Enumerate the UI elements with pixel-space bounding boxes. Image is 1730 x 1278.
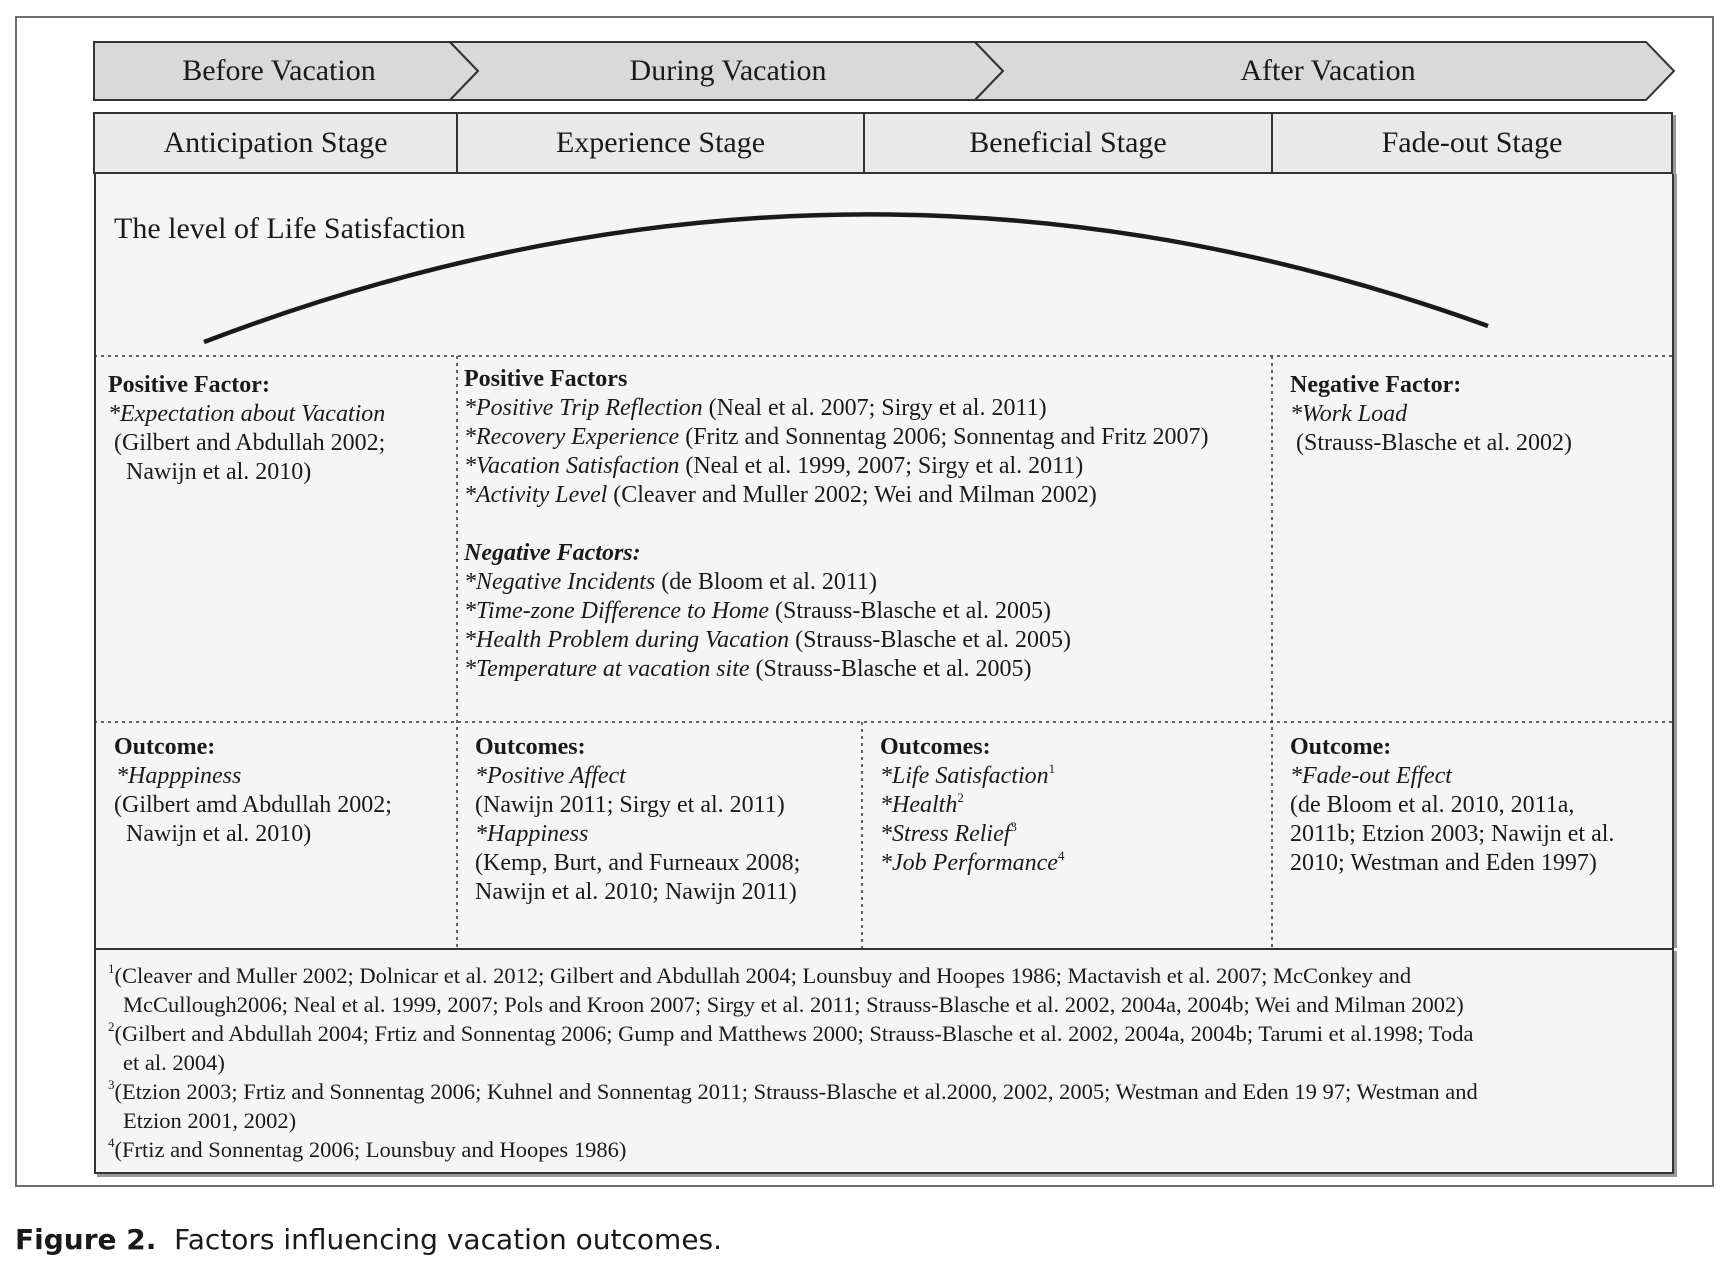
anticipation-factor-ref-2: Nawijn et al. 2010) — [126, 459, 312, 485]
beneficial-outcome-item: *Health$^2$ — [880, 790, 964, 818]
anticipation-factors — [108, 371, 385, 487]
beneficial-outcome-item: *Job Performance$^4$ — [880, 848, 1065, 876]
fadeout-factor-heading: Negative Factor: — [1290, 372, 1462, 398]
beneficial-outcomes — [880, 733, 1064, 878]
fadeout-factor-item: *Work Load — [1290, 401, 1408, 427]
experience-outcome-item-2: *Happiness — [475, 821, 589, 847]
beneficial-outcome-item: *Stress Relief$^3$ — [880, 819, 1017, 847]
anticipation-factor-item: *Expectation about Vacation — [108, 401, 386, 427]
experience-negative-item: *Health Problem during Vacation (Strauss-Blasche et al. 2005) — [464, 627, 1072, 653]
anticipation-outcome-ref-1: (Gilbert amd Abdullah 2002; — [114, 792, 392, 818]
experience-positive-item: *Vacation Satisfaction (Neal et al. 1999, 2007; Sirgy et al. 2011) — [464, 453, 1084, 479]
experience-negative-item: *Negative Incidents (de Bloom et al. 2011) — [464, 569, 878, 595]
anticipation-outcome-item: *Happpiness — [116, 763, 242, 789]
fadeout-outcome-heading: Outcome: — [1290, 734, 1392, 760]
experience-outcome-heading: Outcomes: — [475, 734, 586, 760]
beneficial-outcome-item: *Life Satisfaction$^1$ — [880, 761, 1056, 789]
experience-outcome-ref-1: (Nawijn 2011; Sirgy et al. 2011) — [475, 792, 785, 818]
stage-fadeout: Fade-out Stage — [1381, 126, 1563, 159]
experience-positive-item: *Activity Level (Cleaver and Muller 2002; Wei and Milman 2002) — [464, 482, 1097, 508]
anticipation-factor-heading: Positive Factor: — [108, 372, 270, 398]
figure-caption — [15, 1223, 722, 1256]
phase-before-label: Before Vacation — [182, 54, 376, 87]
stage-beneficial: Beneficial Stage — [865, 114, 1273, 172]
anticipation-outcome — [114, 733, 392, 849]
stage-experience: Experience Stage — [458, 114, 865, 172]
experience-outcome-ref-2a: (Kemp, Burt, and Furneaux 2008; — [475, 850, 801, 876]
phase-after-label: After Vacation — [1240, 54, 1416, 87]
figure-caption-text: Factors influencing vacation outcomes. — [156, 1223, 723, 1256]
experience-negative-heading: Negative Factors: — [464, 540, 641, 566]
experience-positive-item: *Recovery Experience (Fritz and Sonnentag 2006; Sonnentag and Fritz 2007) — [464, 424, 1209, 450]
fadeout-outcome-ref-3: 2010; Westman and Eden 1997) — [1290, 850, 1597, 876]
fadeout-outcome-ref-2: 2011b; Etzion 2003; Nawijn et al. — [1290, 821, 1615, 847]
experience-positive-heading: Positive Factors — [464, 366, 628, 392]
anticipation-outcome-ref-2: Nawijn et al. 2010) — [126, 821, 312, 847]
fadeout-outcome-item: *Fade-out Effect — [1290, 763, 1452, 789]
fadeout-outcome-ref-1: (de Bloom et al. 2010, 2011a, — [1290, 792, 1575, 818]
experience-outcome-item-1: *Positive Affect — [475, 763, 626, 789]
fadeout-factors — [1290, 371, 1572, 458]
footnote-4: $^4$(Frtiz and Sonnentag 2006; Lounsbuy and Hoopes 1986) — [108, 1135, 627, 1162]
curve-title: The level of Life Satisfaction — [114, 212, 466, 245]
beneficial-outcome-heading: Outcomes: — [880, 734, 991, 760]
stage-anticipation: Anticipation Stage — [95, 114, 458, 172]
experience-negative-item: *Temperature at vacation site (Strauss-Blasche et al. 2005) — [464, 656, 1032, 682]
phase-during-label: During Vacation — [629, 54, 827, 87]
experience-outcomes — [475, 733, 800, 907]
experience-outcome-ref-2b: Nawijn et al. 2010; Nawijn 2011) — [475, 879, 797, 905]
experience-positive-item: *Positive Trip Reflection (Neal et al. 2007; Sirgy et al. 2011) — [464, 395, 1047, 421]
anticipation-outcome-heading: Outcome: — [114, 734, 216, 760]
footnote-2: $^2$(Gilbert and Abdullah 2004; Frtiz and Sonnentag 2006; Gump and Matthews 2000; Strauss-Blasche et al. 2002, 2004a, 2004b; Tarumi et al.1998; Toda et al. 2004) — [108, 1019, 1474, 1075]
footnote-3: $^3$(Etzion 2003; Frtiz and Sonnentag 2006; Kuhnel and Sonnentag 2011; Strauss-Blasche et al.2000, 2002, 2005; Westman and Eden 19 97; Westman and Etzion 2001, 2002) — [108, 1077, 1478, 1133]
fadeout-factor-ref: (Strauss-Blasche et al. 2002) — [1296, 430, 1572, 456]
fadeout-outcome — [1290, 733, 1614, 878]
anticipation-factor-ref-1: (Gilbert and Abdullah 2002; — [114, 430, 386, 456]
figure-label: Figure 2. — [15, 1223, 157, 1256]
experience-negative-item: *Time-zone Difference to Home (Strauss-Blasche et al. 2005) — [464, 598, 1051, 624]
footnote-1: $^1$(Cleaver and Muller 2002; Dolnicar et al. 2012; Gilbert and Abdullah 2004; Lounsbuy and Hoopes 1986; Mactavish et al. 2007; McConkey and McCullough2006; Neal et al. 1999, 2007; Pols and Kroon 2007; Sirgy et al. 2011; Strauss-Blasche et al. 2002, 2004a, 2004b; Wei and Milman 2002) — [108, 961, 1464, 1017]
experience-factors — [464, 365, 1208, 684]
